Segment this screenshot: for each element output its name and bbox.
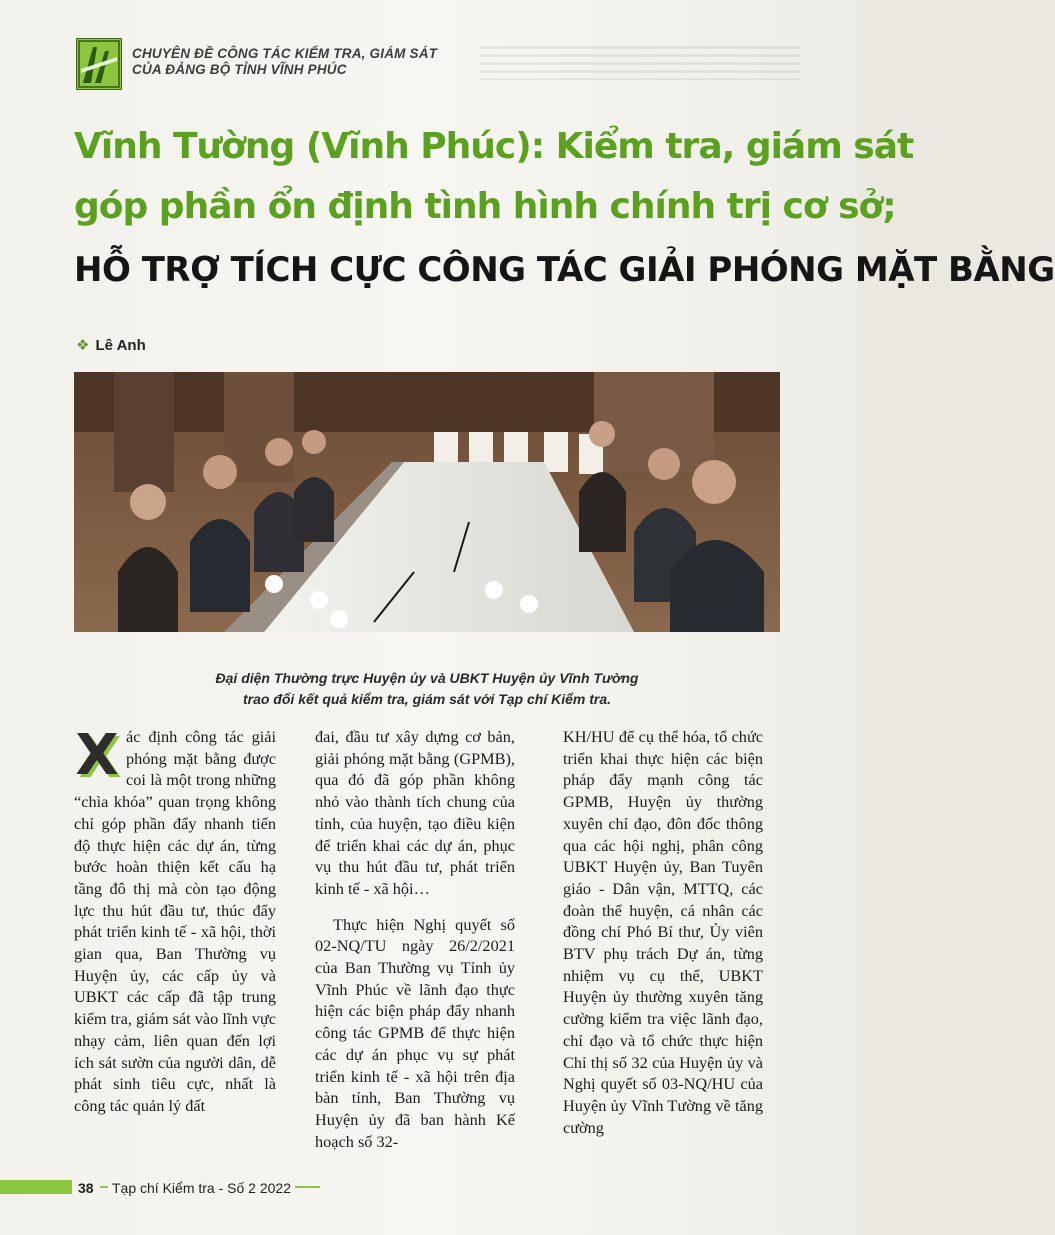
bleed-through-decoration xyxy=(480,46,800,80)
headline-line-3: HỖ TRỢ TÍCH CỰC CÔNG TÁC GIẢI PHÓNG MẶT BẰNG xyxy=(74,250,1055,290)
caption-line-2: trao đổi kết quả kiểm tra, giám sát với Tạp chí Kiểm tra. xyxy=(242,691,612,707)
paragraph: KH/HU để cụ thể hóa, tổ chức triển khai thực hiện các biện pháp đẩy mạnh công tác GPMB, Huyện ủy thường xuyên chỉ đạo, đôn đốc thông qua các hội nghị, phân công UBKT Huyện ủy, Ban Tuyên giáo - Dân vận, MTTQ, các đoàn thể huyện, cá nhân các đồng chí Phó Bí thư, Ủy viên BTV phụ trách Dự án, từng nhiệm vụ cụ thể, UBKT Huyện ủy thường xuyên tăng cường kiểm tra việc lãnh đạo, chỉ đạo và tổ chức thực hiện Chỉ thị số 32 của Huyện ủy và Nghị quyết số 03-NQ/HU của Huyện ủy Vĩnh Tường về tăng cường xyxy=(563,727,763,1137)
article-photo xyxy=(74,372,780,632)
section-title-line-1: CHUYÊN ĐỀ CÔNG TÁC KIỂM TRA, GIÁM SÁT xyxy=(132,46,438,61)
paragraph: Thực hiện Nghị quyết số 02-NQ/TU ngày 26/2/2021 của Ban Thường vụ Tỉnh ủy Vĩnh Phúc về lãnh đạo thực hiện các biện pháp đẩy nhanh công tác GPMB để thực hiện các dự án phục vụ sự phát triển kinh tế - xã hội trên địa bàn tỉnh, Ban Thường vụ Huyện ủy đã ban hành Kế hoạch số 32- xyxy=(315,914,515,1151)
paragraph: đai, đầu tư xây dựng cơ bản, giải phóng mặt bằng (GPMB), qua đó đã góp phần không nhỏ vào thành tích chung của tỉnh, của huyện, tạo điều kiện để triển khai các dự án, phục vụ thu hút đầu tư, phát triển kinh tế - xã hội… xyxy=(315,727,515,898)
headline-line-2: góp phần ổn định tình hình chính trị cơ sở; xyxy=(74,186,896,227)
meeting-room-photo-illustration xyxy=(74,372,780,632)
author-byline xyxy=(76,336,146,354)
body-column-3 xyxy=(563,726,763,1138)
paragraph-text: ác định công tác giải phóng mặt bằng được coi là một trong những “chìa khóa” quan trọng không chỉ góp phần đẩy nhanh tiến độ thực hiện các dự án, từng bước hoàn thiện kết cấu hạ tầng đô thị mà còn tạo động lực thu hút đầu tư, thúc đẩy phát triển kinh tế - xã hội, thời gian qua, Ban Thường vụ Huyện ủy, các cấp ủy và UBKT các cấp đã tập trung kiểm tra, giám sát vào lĩnh vực nhạy cảm, liên quan đến lợi ích sát sườn của người dân, dễ phát sinh tiêu cực, nhất là công tác quản lý đất xyxy=(74,727,276,1115)
magazine-issue: Tạp chí Kiểm tra - Số 2 2022 xyxy=(108,1180,295,1196)
caption-line-1: Đại diện Thường trực Huyện ủy và UBKT Huyện ủy Vĩnh Tường xyxy=(215,670,639,686)
body-column-2 xyxy=(315,726,515,1152)
author-name: Lê Anh xyxy=(95,337,146,354)
section-title-line-2: CỦA ĐẢNG BỘ TỈNH VĨNH PHÚC xyxy=(132,62,347,77)
drop-cap: X xyxy=(75,723,119,788)
paragraph xyxy=(74,723,276,1117)
photo-caption xyxy=(74,668,780,710)
body-column-1 xyxy=(74,723,276,1117)
footer-accent-bar xyxy=(0,1180,72,1194)
section-logo-graphic xyxy=(77,39,121,89)
page-number: 38 xyxy=(78,1180,94,1196)
diamond-bullet-icon: ❖ xyxy=(76,337,90,354)
section-logo-icon xyxy=(76,38,122,90)
headline-line-1: Vĩnh Tường (Vĩnh Phúc): Kiểm tra, giám sát xyxy=(74,126,914,167)
